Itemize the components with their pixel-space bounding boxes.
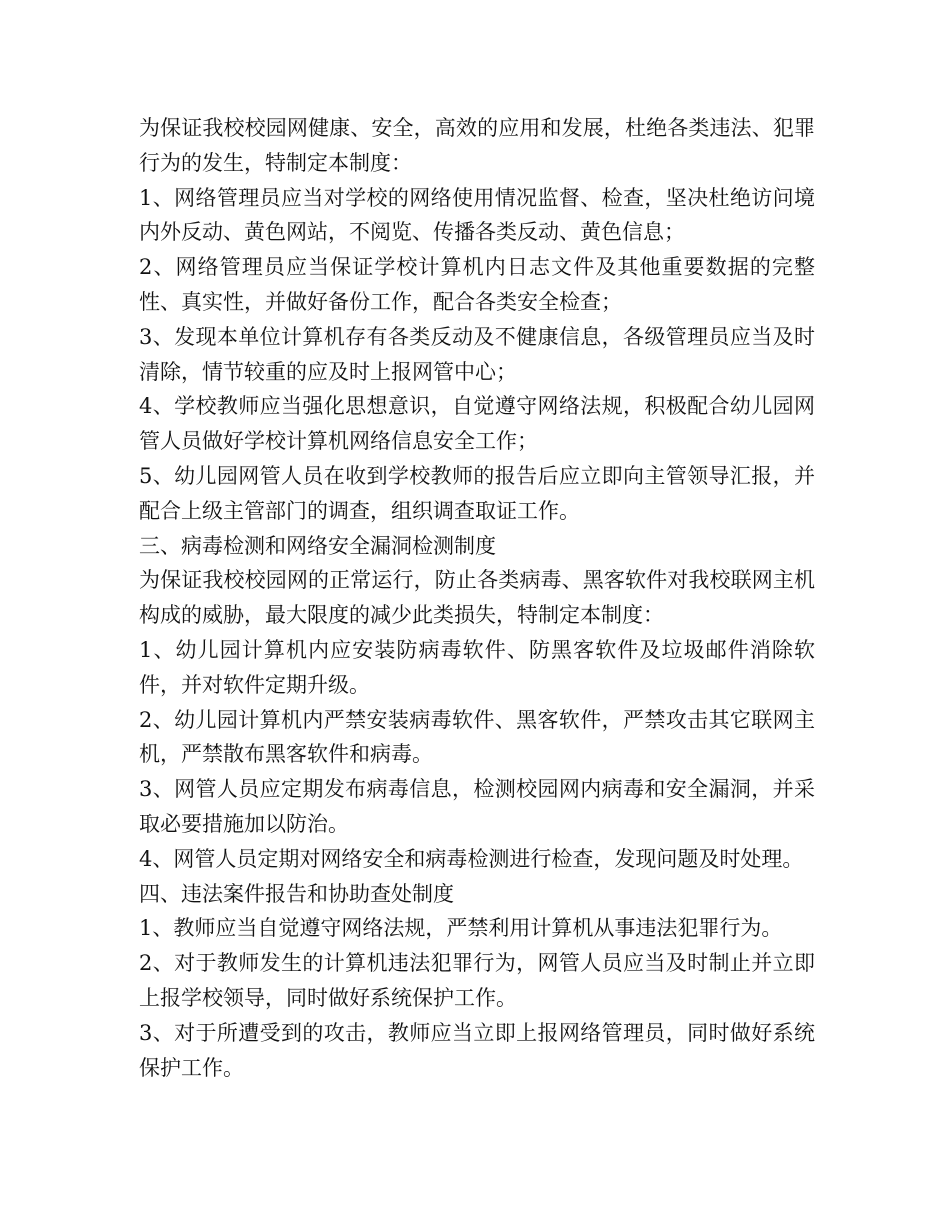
rule-item: 3、发现本单位计算机存有各类反动及不健康信息，各级管理员应当及时清除，情节较重的应及时上报网管中心； (139, 324, 815, 384)
intro-paragraph: 为保证我校校园网健康、安全，高效的应用和发展，杜绝各类违法、犯罪行为的发生，特制定本制度： (139, 116, 815, 175)
section-heading: 四、违法案件报告和协助查处制度 (139, 881, 454, 906)
rule-item: 2、网络管理员应当保证学校计算机内日志文件及其他重要数据的完整性、真实性，并做好备份工作，配合各类安全检查； (139, 255, 815, 314)
rule-item: 4、学校教师应当强化思想意识，自觉遵守网络法规，积极配合幼儿园网管人员做好学校计算机网络信息安全工作； (139, 394, 815, 454)
rule-item: 1、教师应当自觉遵守网络法规，严禁利用计算机从事违法犯罪行为。 (139, 916, 783, 941)
intro-paragraph: 为保证我校校园网的正常运行，防止各类病毒、黑客软件对我校联网主机构成的威胁，最大限度的减少此类损失，特制定本制度： (139, 568, 815, 628)
rule-item: 3、网管人员应定期发布病毒信息，检测校园网内病毒和安全漏洞，并采取必要措施加以防治。 (139, 777, 815, 836)
rule-item: 1、幼儿园计算机内应安装防病毒软件、防黑客软件及垃圾邮件消除软件，并对软件定期升级。 (139, 637, 815, 697)
rule-item: 5、幼儿园网管人员在收到学校教师的报告后应立即向主管领导汇报，并配合上级主管部门的调查，组织调查取证工作。 (139, 463, 815, 523)
rule-item: 2、对于教师发生的计算机违法犯罪行为，网管人员应当及时制止并立即上报学校领导，同时做好系统保护工作。 (139, 951, 815, 1010)
rule-item: 3、对于所遭受到的攻击，教师应当立即上报网络管理员，同时做好系统保护工作。 (139, 1020, 815, 1080)
document-body (139, 111, 815, 1085)
section-heading: 三、病毒检测和网络安全漏洞检测制度 (139, 533, 496, 558)
rule-item: 1、网络管理员应当对学校的网络使用情况监督、检查，坚决杜绝访问境内外反动、黄色网站，不阅览、传播各类反动、黄色信息； (139, 185, 815, 245)
rule-item: 4、网管人员定期对网络安全和病毒检测进行检查，发现问题及时处理。 (139, 846, 804, 871)
rule-item: 2、幼儿园计算机内严禁安装病毒软件、黑客软件，严禁攻击其它联网主机，严禁散布黑客软件和病毒。 (139, 707, 815, 767)
